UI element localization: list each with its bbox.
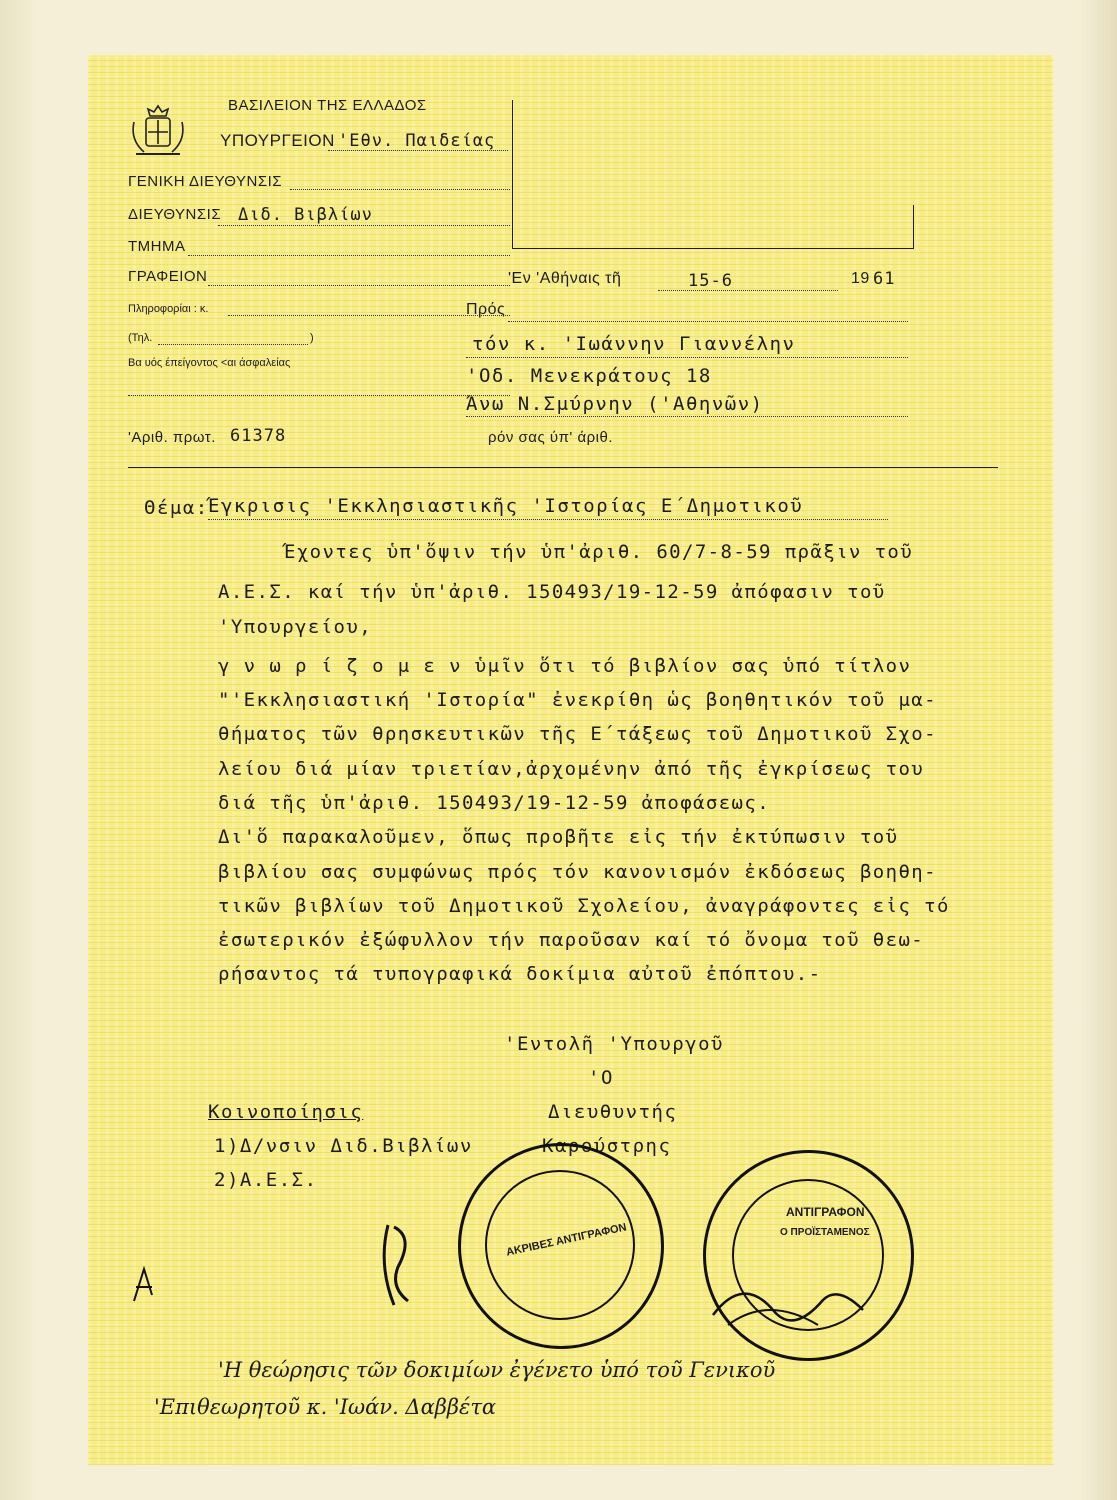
body-line: λείου διά μίαν τριετίαν,ἀρχομένην ἀπό τῆς ἐγκρίσεως του [218,758,925,780]
subject-dotline [208,519,888,520]
distribution-heading: Κοινοποίησις [208,1101,364,1123]
signature-order: 'Εντολῆ 'Υπουργοῦ [504,1033,724,1055]
body-line: "'Εκκλησιαστική 'Ιστορία" ἐνεκρίθη ὡς βοηθητικόν τοῦ μα- [218,689,937,711]
body-line: βιβλίου σας συμφώνως πρός τόν κανονισμόν ἐκδόσεως βοηθη- [218,861,937,883]
date-dotline [658,290,838,291]
footer-line-1: 'Η θεώρησις τῶν δοκιμίων ἐγένετο ὑπό τοῦ Γενικοῦ [218,1358,776,1382]
directorate-label: ΔΙΕΥΘΥΝΣΙΣ [128,206,222,223]
body-line: Δι'ὅ παρακαλοῦμεν, ὅπως προβῆτε εἰς τήν ἐκτύπωσιν τοῦ [218,826,899,848]
signature-title: Διευθυντής [548,1101,678,1123]
document-sheet [88,55,1053,1465]
protocol-label: 'Αριθ. πρωτ. [128,429,216,446]
body-line: ἐσωτερικόν ἐξώφυλλον τήν παροῦσαν καί τό ὄνομα τοῦ θεω- [218,929,925,951]
date-year-typed: 61 [873,269,896,289]
body-line: γ ν ω ρ ί ζ ο μ ε ν ὑμῖν ὅτι τό βιβλίον σας ὑπό τίτλον [218,655,912,677]
office-dotline [208,285,510,286]
address-box-left [512,100,513,248]
body-line: διά τῆς ὑπ'ἀριθ. 150493/19-12-59 ἀποφάσεως. [218,792,771,814]
distribution-item-1: 1)Δ/νσιν Διδ.Βιβλίων [214,1135,473,1157]
body-line: 'Υπουργείου, [218,616,373,638]
place-date-prefix: 'Εν 'Αθήναις τῆ [508,270,622,287]
tel-close: ) [310,332,314,344]
urgent-dotline [128,395,510,396]
office-label: ΓΡΑΦΕΙΟΝ [128,268,208,285]
tel-dotline [158,344,308,345]
urgent-label: Βα υός έπείγοντος <αι άσφαλείας [128,357,291,369]
reply-reference: ρόν σας ύπ' άριθ. [488,429,613,446]
tel-label: (Τηλ. [128,332,153,344]
initials-mark-icon [128,1265,158,1305]
stamp-right-bottom: Ο ΠΡΟΪΣΤΑΜΕΝΟΣ [780,1227,870,1238]
date-day-month: 15-6 [688,271,733,291]
signature-name: Καρούστρης [542,1135,672,1157]
ministry-value: 'Εθν. Παιδείας [338,131,496,151]
stamp-left [458,1143,664,1349]
recipient-street: 'Οδ. Μενεκράτους 18 [466,365,712,387]
coat-of-arms-icon [128,102,188,160]
info-label: Πληροφορίαι : κ. [128,303,209,315]
recipient-dotline-1 [508,321,908,322]
body-line: θήματος τῶν θρησκευτικῶν τῆς Ε΄τάξεως τοῦ Δημοτικοῦ Σχο- [218,723,937,745]
footer-line-2: 'Επιθεωρητοῦ κ. 'Ιωάν. Δαββέτα [154,1395,497,1419]
recipient-dotline-3 [466,416,908,417]
body-line: Έχοντες ὑπ'ὄψιν τήν ὑπ'ἀριθ. 60/7-8-59 πρᾶξιν τοῦ [284,541,914,563]
signature-icon [368,1215,428,1315]
subject-text: Έγκρισις 'Εκκλησιαστικῆς 'Ιστορίας Ε΄Δημοτικοῦ [208,495,804,517]
recipient-city: Άνω Ν.Σμύρνην ('Αθηνῶν) [466,393,764,415]
section-label: ΤΜΗΜΑ [128,238,186,255]
section-dotline [188,255,510,256]
subject-label: Θέμα: [144,497,209,519]
recipient-dotline-2 [466,357,908,358]
signature-article: 'Ο [588,1067,614,1089]
address-box-bottom [512,248,914,249]
distribution-item-2: 2)Α.Ε.Σ. [214,1169,318,1191]
body-line: ρήσαντος τά τυπογραφικά δοκίμια αὐτοῦ ἐπόπτου.- [218,963,822,985]
kingdom-title: ΒΑΣΙΛΕΙΟΝ ΤΗΣ ΕΛΛΑΔΟΣ [228,97,427,114]
directorate-dotline [218,225,510,226]
recipient-name: τόν κ. 'Ιωάννην Γιαννέλην [472,333,796,355]
stamp-right-top: ΑΝΤΙΓΡΑΦΟΝ [786,1205,865,1219]
body-line: τικῶν βιβλίων τοῦ Δημοτικοῦ Σχολείου, ἀναγράφοντες εἰς τό [218,895,950,917]
recipient-to-label: Πρός [466,301,506,318]
general-directorate-dotline [290,189,510,190]
general-directorate-label: ΓΕΝΙΚΗ ΔΙΕΥΘΥΝΣΙΣ [128,173,283,190]
header-separator [128,467,998,468]
date-year-print: 19 [851,270,870,287]
stamp-signature-scribble-icon [708,1275,868,1335]
directorate-value: Διδ. Βιβλίων [238,205,373,225]
address-box-right [913,205,914,249]
ministry-label: ΥΠΟΥΡΓΕΙΟΝ [220,131,335,150]
body-line: Α.Ε.Σ. καί τήν ὑπ'ἀριθ. 150493/19-12-59 ἀπόφασιν τοῦ [218,581,886,603]
protocol-value: 61378 [230,426,287,446]
stamp-left-text: ΑΚΡΙΒΕΣ ΑΝΤΙΓΡΑΦΟΝ [505,1221,628,1259]
